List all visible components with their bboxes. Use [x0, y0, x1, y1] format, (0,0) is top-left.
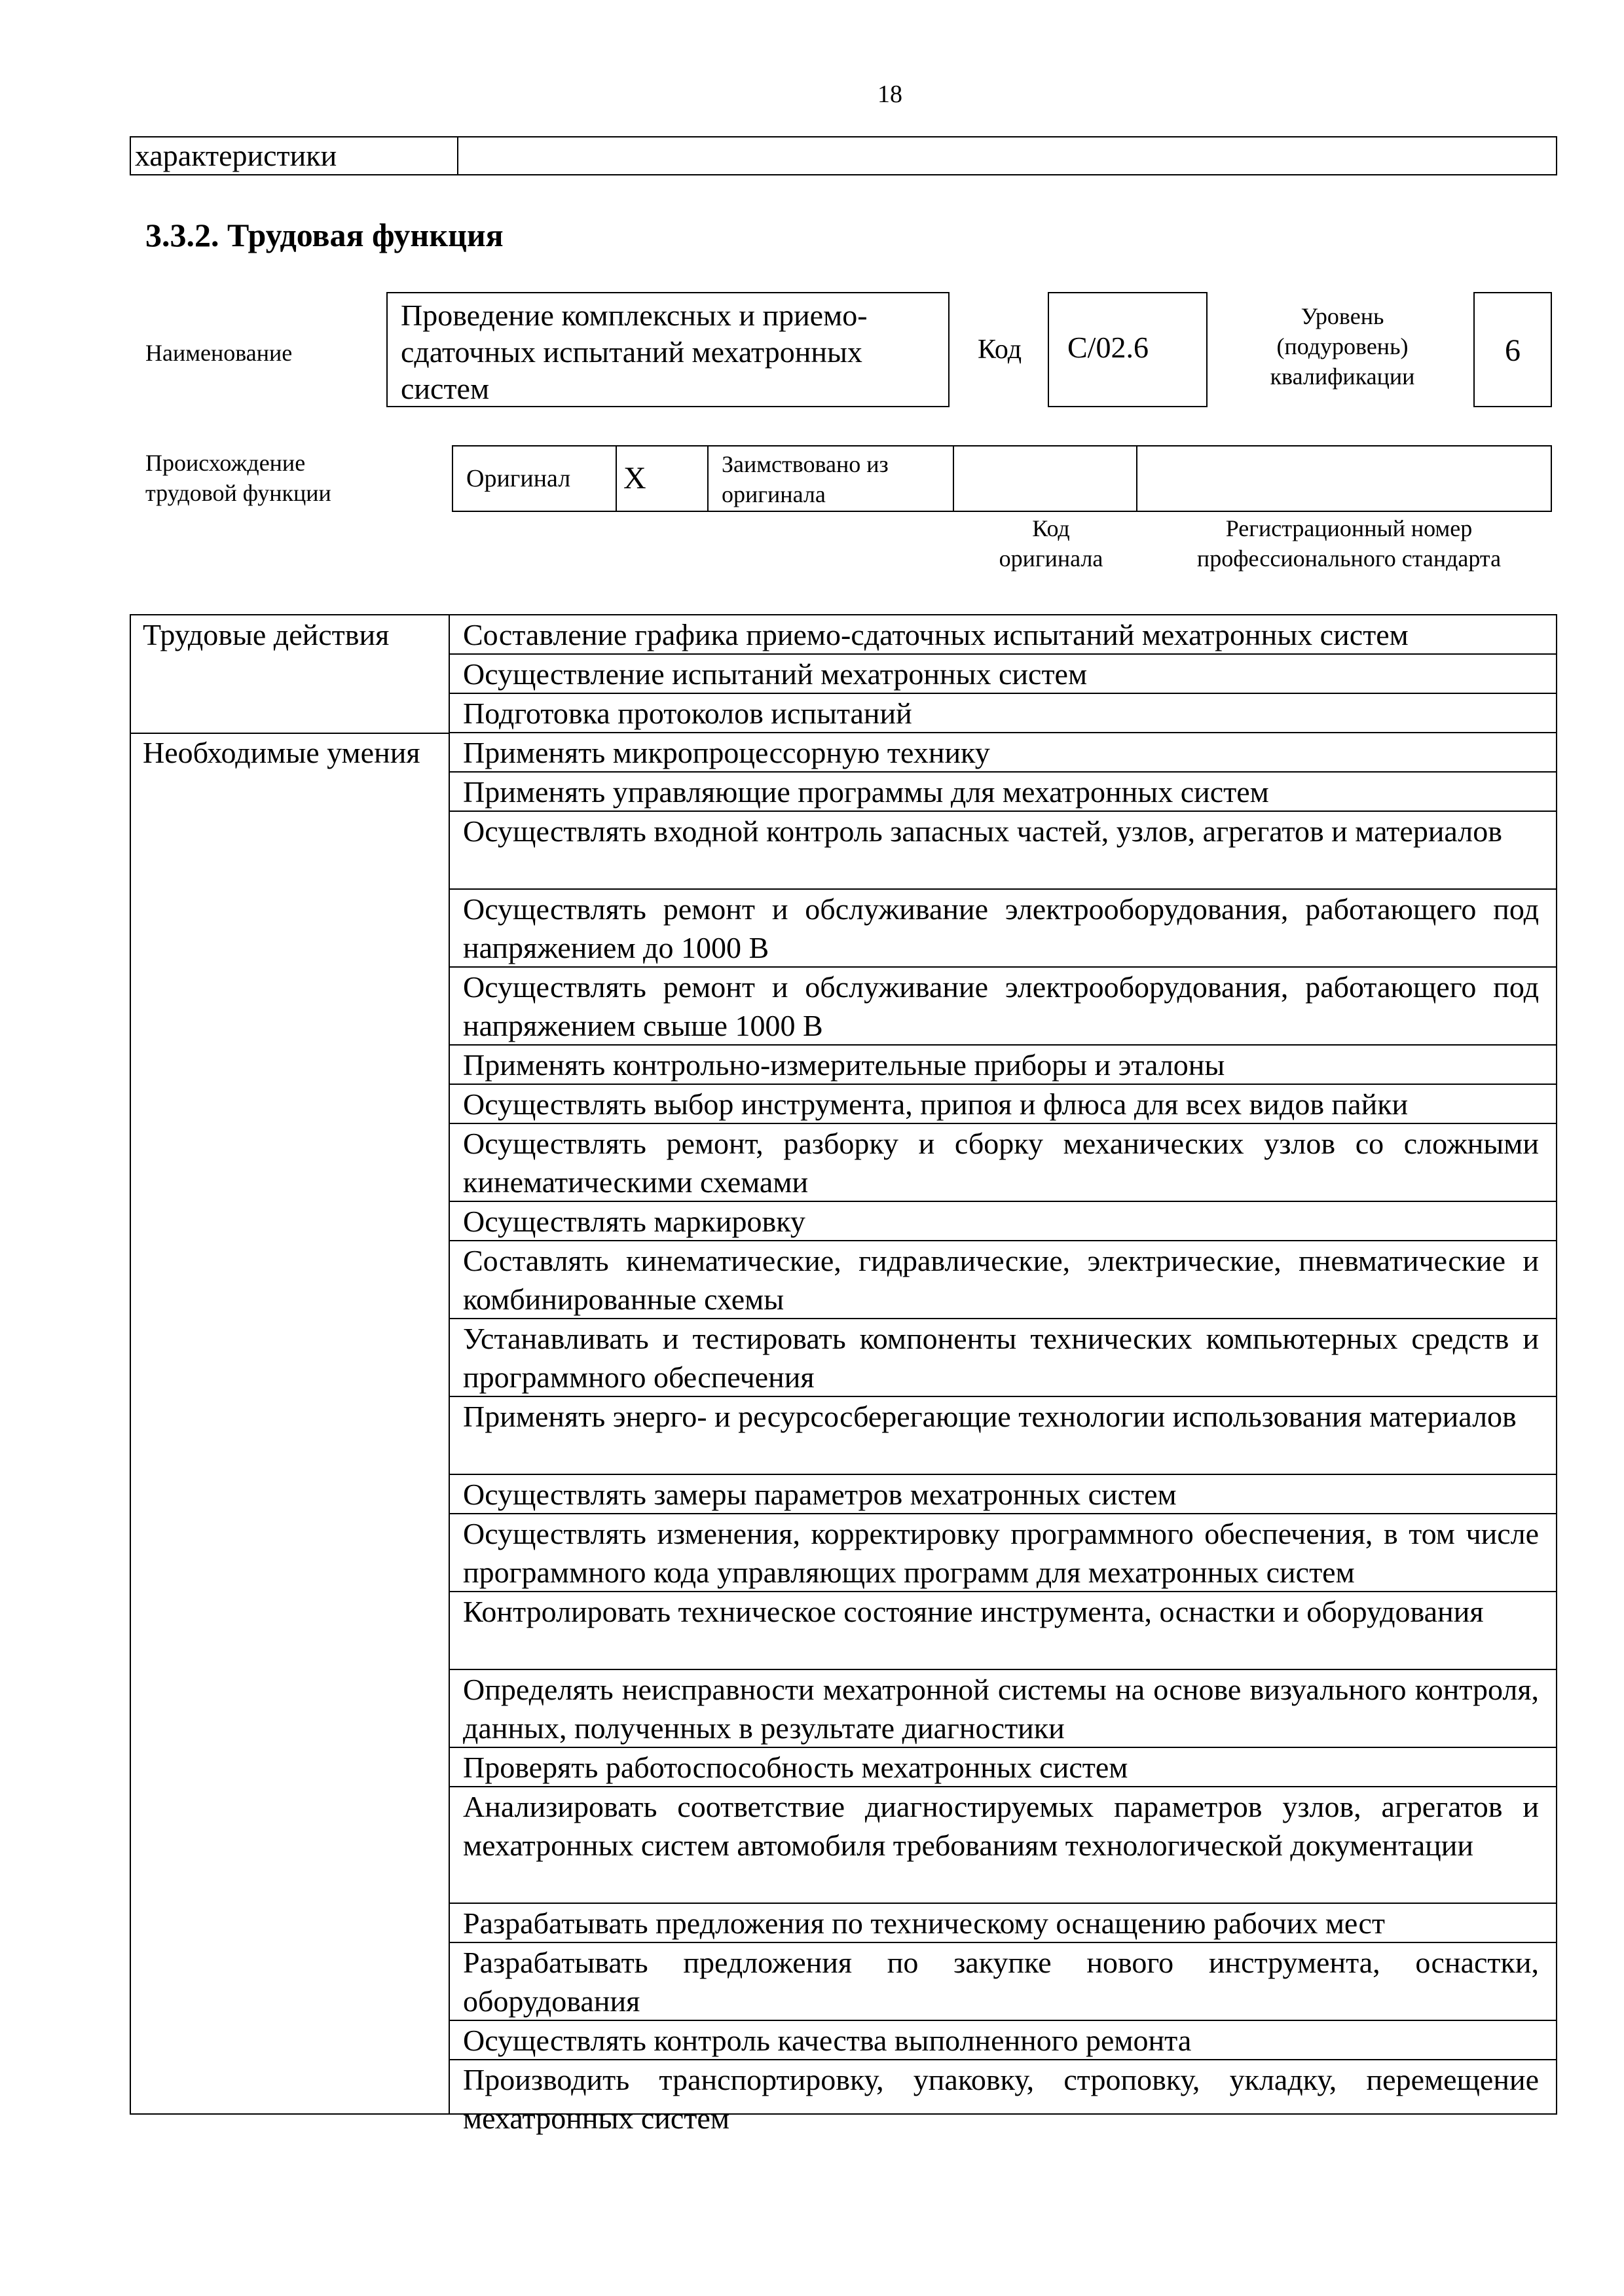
skill-row: Разрабатывать предложения по техническому оснащению рабочих мест — [450, 1904, 1556, 1943]
skill-row: Осуществлять замеры параметров мехатронных систем — [450, 1475, 1556, 1514]
skill-row: Проверять работоспособность мехатронных систем — [450, 1748, 1556, 1787]
skill-row: Контролировать техническое состояние инструмента, оснастки и оборудования — [450, 1592, 1556, 1670]
skill-row: Осуществлять выбор инструмента, припоя и флюса для всех видов пайки — [450, 1085, 1556, 1124]
main-table — [130, 614, 1557, 2135]
page-number: 18 — [877, 81, 902, 108]
skill-row: Разрабатывать предложения по закупке нового инструмента, оснастки, оборудования — [450, 1943, 1556, 2021]
skill-row: Производить транспортировку, упаковку, строповку, укладку, перемещение мехатронных систем — [463, 2063, 1539, 2135]
skill-row: Применять энерго- и ресурсосберегающие технологии использования материалов — [450, 1397, 1556, 1475]
skill-row: Определять неисправности мехатронной системы на основе визуального контроля, данных, полученных в результате диагностики — [450, 1670, 1556, 1748]
registration-number-cell — [1137, 446, 1551, 511]
previous-table-row — [130, 136, 1557, 175]
original-label: Оригинал — [453, 446, 617, 511]
original-mark: X — [617, 446, 709, 511]
previous-row-label: характеристики — [131, 137, 458, 174]
function-name-box: Проведение комплексных и приемо-сдаточных испытаний мехатронных систем — [386, 292, 950, 407]
code-value-box: C/02.6 — [1048, 292, 1208, 407]
borrowed-label: Заимствовано из оригинала — [709, 446, 954, 511]
labor-action-row: Подготовка протоколов испытаний — [450, 694, 1556, 733]
skill-row: Осуществлять контроль качества выполненного ремонта — [450, 2021, 1556, 2060]
origin-table — [452, 445, 1552, 512]
code-label: Код — [978, 335, 1022, 365]
name-label: Наименование — [145, 340, 293, 366]
labor-action-row: Составление графика приемо-сдаточных испытаний мехатронных систем — [450, 615, 1556, 655]
skill-row: Осуществлять ремонт и обслуживание электрооборудования, работающего под напряжением свыше 1000 В — [450, 968, 1556, 1046]
original-code-cell — [954, 446, 1137, 511]
skill-row: Применять управляющие программы для мехатронных систем — [450, 773, 1556, 812]
skill-row: Осуществлять ремонт и обслуживание электрооборудования, работающего под напряжением до 1000 В — [450, 890, 1556, 968]
labor-actions-label: Трудовые действия — [143, 618, 390, 651]
qualification-level-box: 6 — [1473, 292, 1552, 407]
required-skills-label: Необходимые умения — [143, 736, 420, 769]
skill-row: Осуществлять ремонт, разборку и сборку механических узлов со сложными кинематическими схемами — [450, 1124, 1556, 1202]
labor-action-row: Осуществление испытаний мехатронных систем — [450, 655, 1556, 694]
qualification-level-label: Уровень (подуровень) квалификации — [1270, 303, 1415, 390]
skill-row: Осуществлять изменения, корректировку программного обеспечения, в том числе программного кода управляющих программ для мехатронных систем — [450, 1514, 1556, 1592]
skill-row: Применять контрольно-измерительные приборы и эталоны — [450, 1046, 1556, 1085]
table-rows — [450, 615, 1556, 2138]
section-title: 3.3.2. Трудовая функция — [145, 217, 504, 253]
skill-row: Осуществлять входной контроль запасных частей, узлов, агрегатов и материалов — [450, 812, 1556, 890]
skill-row: Устанавливать и тестировать компоненты технических компьютерных средств и программного обеспечения — [450, 1319, 1556, 1397]
origin-label: Происхождение трудовой функции — [145, 450, 331, 506]
skill-row: Составлять кинематические, гидравлические, электрические, пневматические и комбинированные схемы — [450, 1241, 1556, 1319]
skill-row: Анализировать соответствие диагностируемых параметров узлов, агрегатов и мехатронных систем автомобиля требованиям технологической документации — [450, 1787, 1556, 1904]
code-original-caption: Код оригинала — [999, 515, 1103, 572]
skill-row: Осуществлять маркировку — [450, 1202, 1556, 1241]
skill-row: Применять микропроцессорную технику — [450, 733, 1556, 773]
registration-number-caption: Регистрационный номер профессионального стандарта — [1196, 515, 1502, 572]
